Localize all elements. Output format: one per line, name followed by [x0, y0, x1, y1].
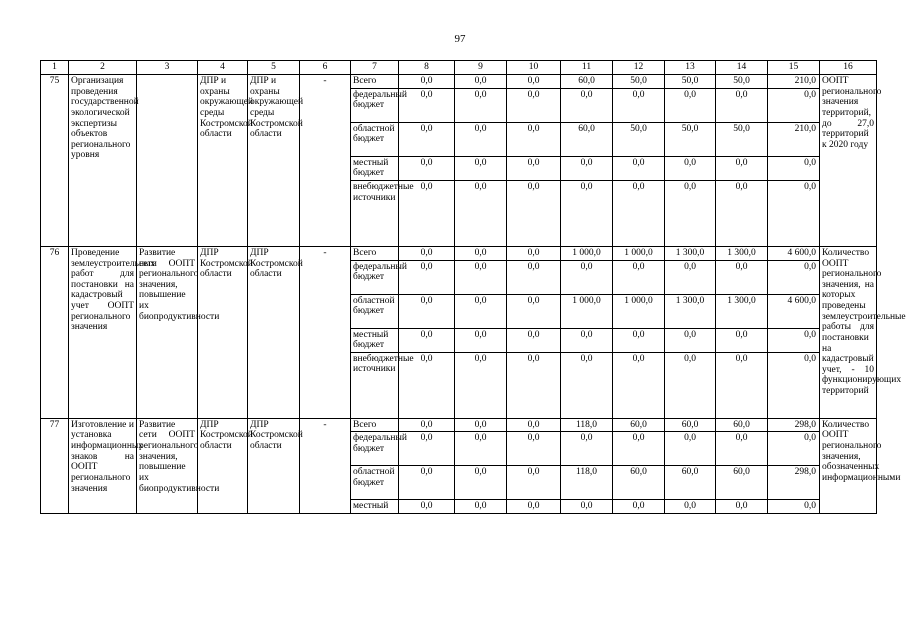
amount-cell: 4 600,0 [768, 246, 820, 260]
amount-cell: 0,0 [455, 500, 507, 514]
amount-cell: 60,0 [561, 75, 613, 89]
amount-cell: 60,0 [613, 418, 665, 432]
funding-source-cell: местный [351, 500, 399, 514]
amount-cell: 0,0 [665, 88, 716, 122]
amount-cell: 1 000,0 [561, 246, 613, 260]
amount-cell: 0,0 [716, 156, 768, 180]
amount-cell: 0,0 [455, 180, 507, 246]
executor-cell: ДПР Костромской области [198, 418, 248, 513]
amount-cell: 0,0 [399, 75, 455, 89]
amount-cell: 0,0 [507, 88, 561, 122]
amount-cell: 0,0 [399, 246, 455, 260]
goal-cell: Развитие сети ООПТ регионального значения, повышение их биопродуктивности [137, 418, 198, 513]
amount-cell: 0,0 [455, 328, 507, 352]
table-row [41, 75, 877, 89]
header-cell: 6 [300, 61, 351, 75]
funding-source-cell: внебюджетные источники [351, 180, 399, 246]
amount-cell: 0,0 [455, 260, 507, 294]
funding-source-cell: местный бюджет [351, 156, 399, 180]
amount-cell: 210,0 [768, 122, 820, 156]
header-cell: 3 [137, 61, 198, 75]
amount-cell: 0,0 [665, 328, 716, 352]
amount-cell: 0,0 [455, 75, 507, 89]
coexecutor-cell: ДПР Костромской области [248, 246, 300, 418]
header-cell: 1 [41, 61, 69, 75]
amount-cell: 0,0 [399, 122, 455, 156]
amount-cell: 50,0 [716, 75, 768, 89]
budget-table [40, 60, 906, 514]
amount-cell: 60,0 [665, 466, 716, 500]
amount-cell: 0,0 [455, 466, 507, 500]
amount-cell: 50,0 [613, 122, 665, 156]
amount-cell: 0,0 [665, 180, 716, 246]
funding-source-cell: федеральный бюджет [351, 88, 399, 122]
funding-source-cell: областной бюджет [351, 294, 399, 328]
amount-cell: 1 300,0 [716, 246, 768, 260]
amount-cell: 0,0 [716, 88, 768, 122]
amount-cell: 210,0 [768, 75, 820, 89]
amount-cell: 0,0 [455, 88, 507, 122]
header-cell: 2 [69, 61, 137, 75]
goal-cell: Развитие сети ООПТ регионального значения, повышение их биопродуктивности [137, 246, 198, 418]
amount-cell: 0,0 [455, 352, 507, 418]
amount-cell: 50,0 [665, 75, 716, 89]
amount-cell: 0,0 [507, 75, 561, 89]
amount-cell: 118,0 [561, 466, 613, 500]
amount-cell: 60,0 [716, 466, 768, 500]
header-cell: 8 [399, 61, 455, 75]
header-cell: 7 [351, 61, 399, 75]
amount-cell: 0,0 [665, 260, 716, 294]
amount-cell: 1 300,0 [716, 294, 768, 328]
amount-cell: 0,0 [507, 466, 561, 500]
amount-cell: 0,0 [455, 432, 507, 466]
amount-cell: 60,0 [665, 418, 716, 432]
amount-cell: 298,0 [768, 418, 820, 432]
amount-cell: 0,0 [507, 246, 561, 260]
amount-cell: 0,0 [768, 156, 820, 180]
amount-cell: 60,0 [561, 122, 613, 156]
funding-source-cell: областной бюджет [351, 466, 399, 500]
funding-source-cell: Всего [351, 418, 399, 432]
funding-source-cell: Всего [351, 75, 399, 89]
amount-cell: 0,0 [768, 180, 820, 246]
amount-cell: 1 000,0 [613, 246, 665, 260]
row-number-cell: 77 [41, 418, 69, 513]
dash-cell: - [300, 75, 351, 247]
amount-cell: 0,0 [399, 88, 455, 122]
activity-name-cell: Проведение землеустроительных работ для постановки на кадастровый учет ООПТ регионального значения [69, 246, 137, 418]
amount-cell: 0,0 [399, 180, 455, 246]
header-cell: 11 [561, 61, 613, 75]
table-row [41, 246, 877, 260]
amount-cell: 0,0 [399, 294, 455, 328]
amount-cell: 50,0 [613, 75, 665, 89]
executor-cell: ДПР и охраны окружающей среды Костромской области [198, 75, 248, 247]
amount-cell: 0,0 [561, 88, 613, 122]
row-number-cell: 75 [41, 75, 69, 247]
dash-cell: - [300, 418, 351, 513]
amount-cell: 0,0 [716, 328, 768, 352]
result-indicator-cell: Количество ООПТ регионального значения, обозначенных информационными [820, 418, 877, 513]
header-cell: 5 [248, 61, 300, 75]
amount-cell: 60,0 [716, 418, 768, 432]
header-cell: 4 [198, 61, 248, 75]
header-cell: 15 [768, 61, 820, 75]
goal-cell [137, 75, 198, 247]
amount-cell: 0,0 [507, 180, 561, 246]
amount-cell: 0,0 [507, 294, 561, 328]
amount-cell: 0,0 [613, 500, 665, 514]
funding-source-cell: Всего [351, 246, 399, 260]
executor-cell: ДПР Костромской области [198, 246, 248, 418]
amount-cell: 0,0 [507, 500, 561, 514]
table-row [41, 418, 877, 432]
amount-cell: 0,0 [399, 352, 455, 418]
amount-cell: 50,0 [716, 122, 768, 156]
coexecutor-cell: ДПР Костромской области [248, 418, 300, 513]
funding-source-cell: местный бюджет [351, 328, 399, 352]
amount-cell: 0,0 [455, 418, 507, 432]
amount-cell: 118,0 [561, 418, 613, 432]
amount-cell: 0,0 [613, 180, 665, 246]
header-cell: 16 [820, 61, 877, 75]
amount-cell: 0,0 [665, 432, 716, 466]
amount-cell: 0,0 [507, 432, 561, 466]
activity-name-cell: Организация проведения государственной экологической экспертизы объектов регионального уровня [69, 75, 137, 247]
amount-cell: 0,0 [399, 500, 455, 514]
amount-cell: 0,0 [768, 328, 820, 352]
amount-cell: 50,0 [665, 122, 716, 156]
result-indicator-cell: ООПТ регионального значения территорий, до 27,0 территорий к 2020 году [820, 75, 877, 247]
amount-cell: 0,0 [507, 122, 561, 156]
amount-cell: 0,0 [507, 156, 561, 180]
activity-name-cell: Изготовление и установка информационных знаков на ООПТ регионального значения [69, 418, 137, 513]
header-cell: 9 [455, 61, 507, 75]
amount-cell: 0,0 [716, 500, 768, 514]
result-indicator-cell: Количество ООПТ регионального значения, на которых проведены землеустроительные работы для постановки на кадастровый учет, - 10 функционирующих территорий [820, 246, 877, 418]
amount-cell: 0,0 [399, 466, 455, 500]
amount-cell: 0,0 [665, 500, 716, 514]
amount-cell: 1 000,0 [561, 294, 613, 328]
amount-cell: 0,0 [716, 260, 768, 294]
amount-cell: 0,0 [665, 156, 716, 180]
amount-cell: 0,0 [768, 432, 820, 466]
amount-cell: 0,0 [399, 432, 455, 466]
amount-cell: 0,0 [716, 180, 768, 246]
table-body [41, 61, 906, 514]
amount-cell: 0,0 [665, 352, 716, 418]
amount-cell: 0,0 [561, 432, 613, 466]
amount-cell: 1 300,0 [665, 294, 716, 328]
amount-cell: 0,0 [561, 500, 613, 514]
amount-cell: 0,0 [613, 352, 665, 418]
dash-cell: - [300, 246, 351, 418]
amount-cell: 0,0 [455, 122, 507, 156]
amount-cell: 0,0 [613, 88, 665, 122]
row-number-cell: 76 [41, 246, 69, 418]
funding-source-cell: федеральный бюджет [351, 260, 399, 294]
funding-source-cell: внебюджетные источники [351, 352, 399, 418]
amount-cell: 0,0 [507, 418, 561, 432]
amount-cell: 0,0 [768, 500, 820, 514]
amount-cell: 298,0 [768, 466, 820, 500]
amount-cell: 1 300,0 [665, 246, 716, 260]
coexecutor-cell: ДПР и охраны окружающей среды Костромской области [248, 75, 300, 247]
amount-cell: 0,0 [399, 260, 455, 294]
amount-cell: 1 000,0 [613, 294, 665, 328]
amount-cell: 0,0 [768, 260, 820, 294]
amount-cell: 0,0 [561, 352, 613, 418]
amount-cell: 60,0 [613, 466, 665, 500]
amount-cell: 0,0 [716, 432, 768, 466]
amount-cell: 0,0 [507, 352, 561, 418]
amount-cell: 0,0 [455, 294, 507, 328]
amount-cell: 4 600,0 [768, 294, 820, 328]
header-row [41, 61, 877, 75]
funding-source-cell: федеральный бюджет [351, 432, 399, 466]
amount-cell: 0,0 [768, 352, 820, 418]
amount-cell: 0,0 [613, 260, 665, 294]
amount-cell: 0,0 [507, 260, 561, 294]
amount-cell: 0,0 [561, 180, 613, 246]
header-cell: 12 [613, 61, 665, 75]
amount-cell: 0,0 [399, 418, 455, 432]
page-number: 97 [454, 33, 466, 45]
amount-cell: 0,0 [716, 352, 768, 418]
amount-cell: 0,0 [768, 88, 820, 122]
amount-cell: 0,0 [399, 156, 455, 180]
amount-cell: 0,0 [455, 246, 507, 260]
amount-cell: 0,0 [613, 156, 665, 180]
amount-cell: 0,0 [561, 260, 613, 294]
header-cell: 10 [507, 61, 561, 75]
amount-cell: 0,0 [613, 328, 665, 352]
header-cell: 14 [716, 61, 768, 75]
amount-cell: 0,0 [561, 328, 613, 352]
amount-cell: 0,0 [613, 432, 665, 466]
header-cell: 13 [665, 61, 716, 75]
funding-source-cell: областной бюджет [351, 122, 399, 156]
amount-cell: 0,0 [455, 156, 507, 180]
amount-cell: 0,0 [507, 328, 561, 352]
amount-cell: 0,0 [399, 328, 455, 352]
amount-cell: 0,0 [561, 156, 613, 180]
